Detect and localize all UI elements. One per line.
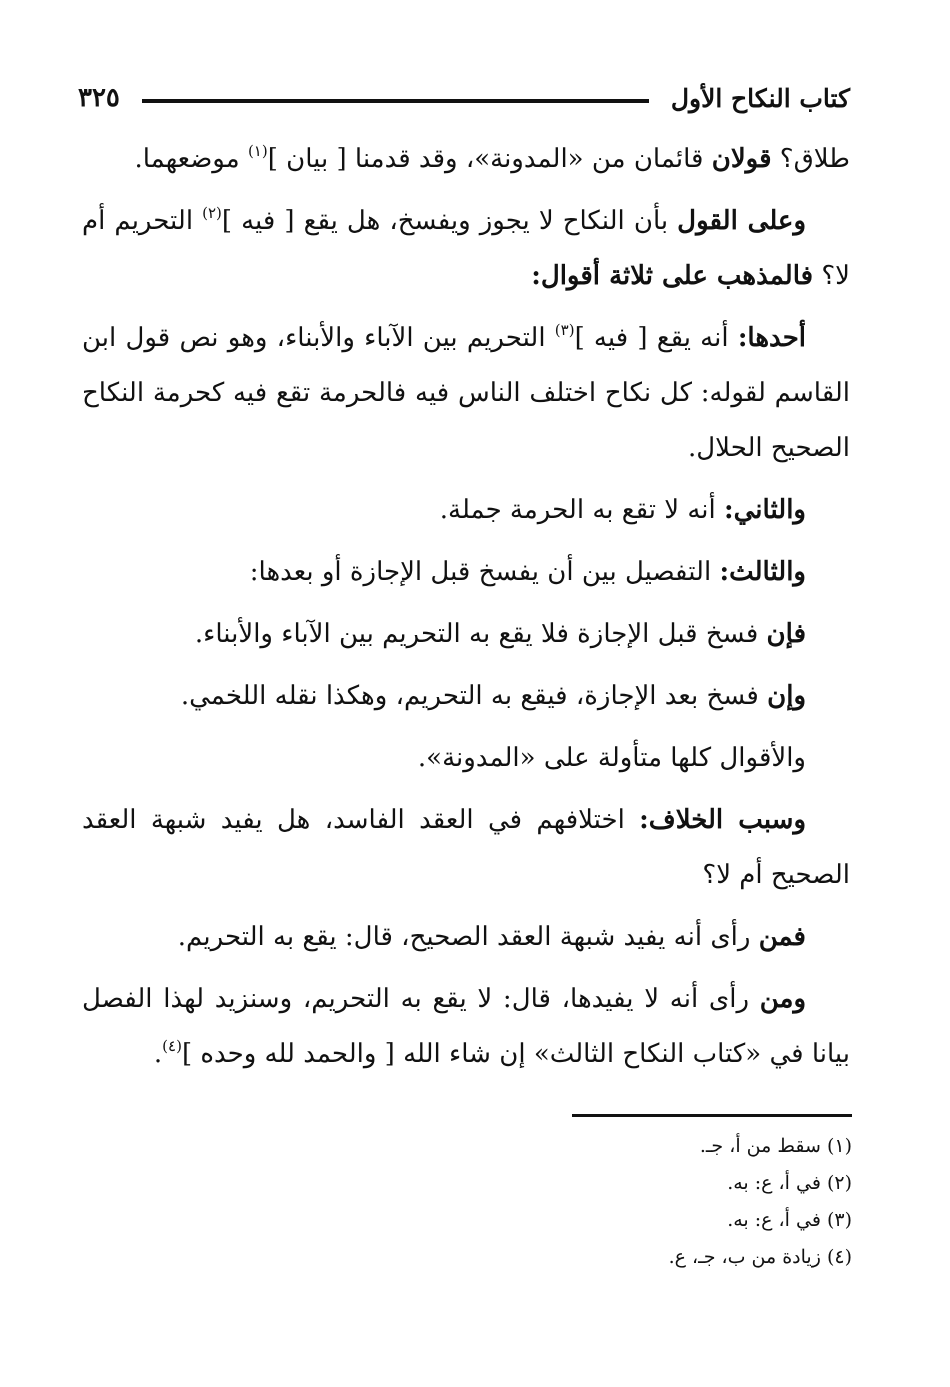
paragraph-9: وسبب الخلاف: اختلافهم في العقد الفاسد، هل يفيد شبهة العقد الصحيح أم لا؟ [82, 805, 850, 890]
footnote-4: (٤) زيادة من ب، جـ، ع. [668, 1246, 852, 1268]
bold-phrase: والثاني: [724, 495, 806, 525]
paragraph-5: والثالث: التفصيل بين أن يفسخ قبل الإجازة أو بعدها: [249, 557, 806, 587]
footnote-ref-1[interactable]: (١) [247, 142, 268, 160]
paragraph-6: فإن فسخ قبل الإجازة فلا يقع به التحريم بين الآباء والأبناء. [194, 619, 806, 649]
bold-phrase: وعلى القول [677, 206, 806, 236]
page-number: ٣٢٥ [78, 83, 120, 113]
paragraph-8: والأقوال كلها متأولة على «المدونة». [417, 743, 806, 773]
running-title: كتاب النكاح الأول [670, 83, 850, 113]
paragraph-1: طلاق؟ قولان قائمان من «المدونة»، وقد قدمنا [ بيان ]$^{(١)}$ موضعهما. [134, 142, 850, 174]
bold-phrase: قولان [711, 144, 772, 174]
bold-phrase: وإن [767, 681, 806, 711]
bold-phrase: فمن [758, 922, 806, 952]
paragraph-3: أحدها: أنه يقع [ فيه ]$^{(٣)}$ التحريم بين الآباء والأبناء، وهو نص قول ابن القاسم لقوله: كل نكاح اختلف الناس فيه فالحرمة تقع فيه كحرمة النكاح الصحيح الحلال. [82, 321, 850, 463]
footnote-ref-2[interactable]: (٢) [202, 204, 222, 222]
header-rule [142, 99, 649, 103]
paragraph-7: وإن فسخ بعد الإجازة، فيقع به التحريم، وهكذا نقله اللخمي. [180, 681, 806, 711]
bold-phrase: أحدها: [737, 323, 806, 353]
footnote-2: (٢) في أ، ع: به. [727, 1172, 852, 1194]
paragraph-11: ومن رأى أنه لا يفيدها، قال: لا يقع به التحريم، وسنزيد لهذا الفصل بيانا في «كتاب النكاح الثالث» إن شاء الله [ والحمد لله وحده ]$^{(٤)}$. [82, 984, 850, 1069]
paragraph-10: فمن رأى أنه يفيد شبهة العقد الصحيح، قال: يقع به التحريم. [177, 922, 806, 952]
bold-phrase: فالمذهب على ثلاثة أقوال: [531, 261, 814, 291]
footnote-ref-4[interactable]: (٤) [162, 1037, 182, 1055]
footnotes [352, 1128, 852, 1276]
paragraph-2: وعلى القول بأن النكاح لا يجوز ويفسخ، هل يقع [ فيه ]$^{(٢)}$ التحريم أم لا؟ فالمذهب على ثلاثة أقوال: [82, 204, 850, 291]
bold-phrase: فإن [766, 619, 806, 649]
footnote-separator [572, 1114, 852, 1117]
main-text [82, 132, 850, 1089]
footnote-ref-3[interactable]: (٣) [554, 321, 575, 339]
page-header [78, 78, 850, 118]
footnote-1: (١) سقط من أ، جـ. [699, 1135, 852, 1157]
footnote-3: (٣) في أ، ع: به. [727, 1209, 852, 1231]
bold-phrase: والثالث: [719, 557, 806, 587]
paragraph-4: والثاني: أنه لا تقع به الحرمة جملة. [439, 495, 806, 525]
bold-phrase: ومن [759, 984, 806, 1014]
bold-phrase: وسبب الخلاف: [639, 805, 807, 835]
